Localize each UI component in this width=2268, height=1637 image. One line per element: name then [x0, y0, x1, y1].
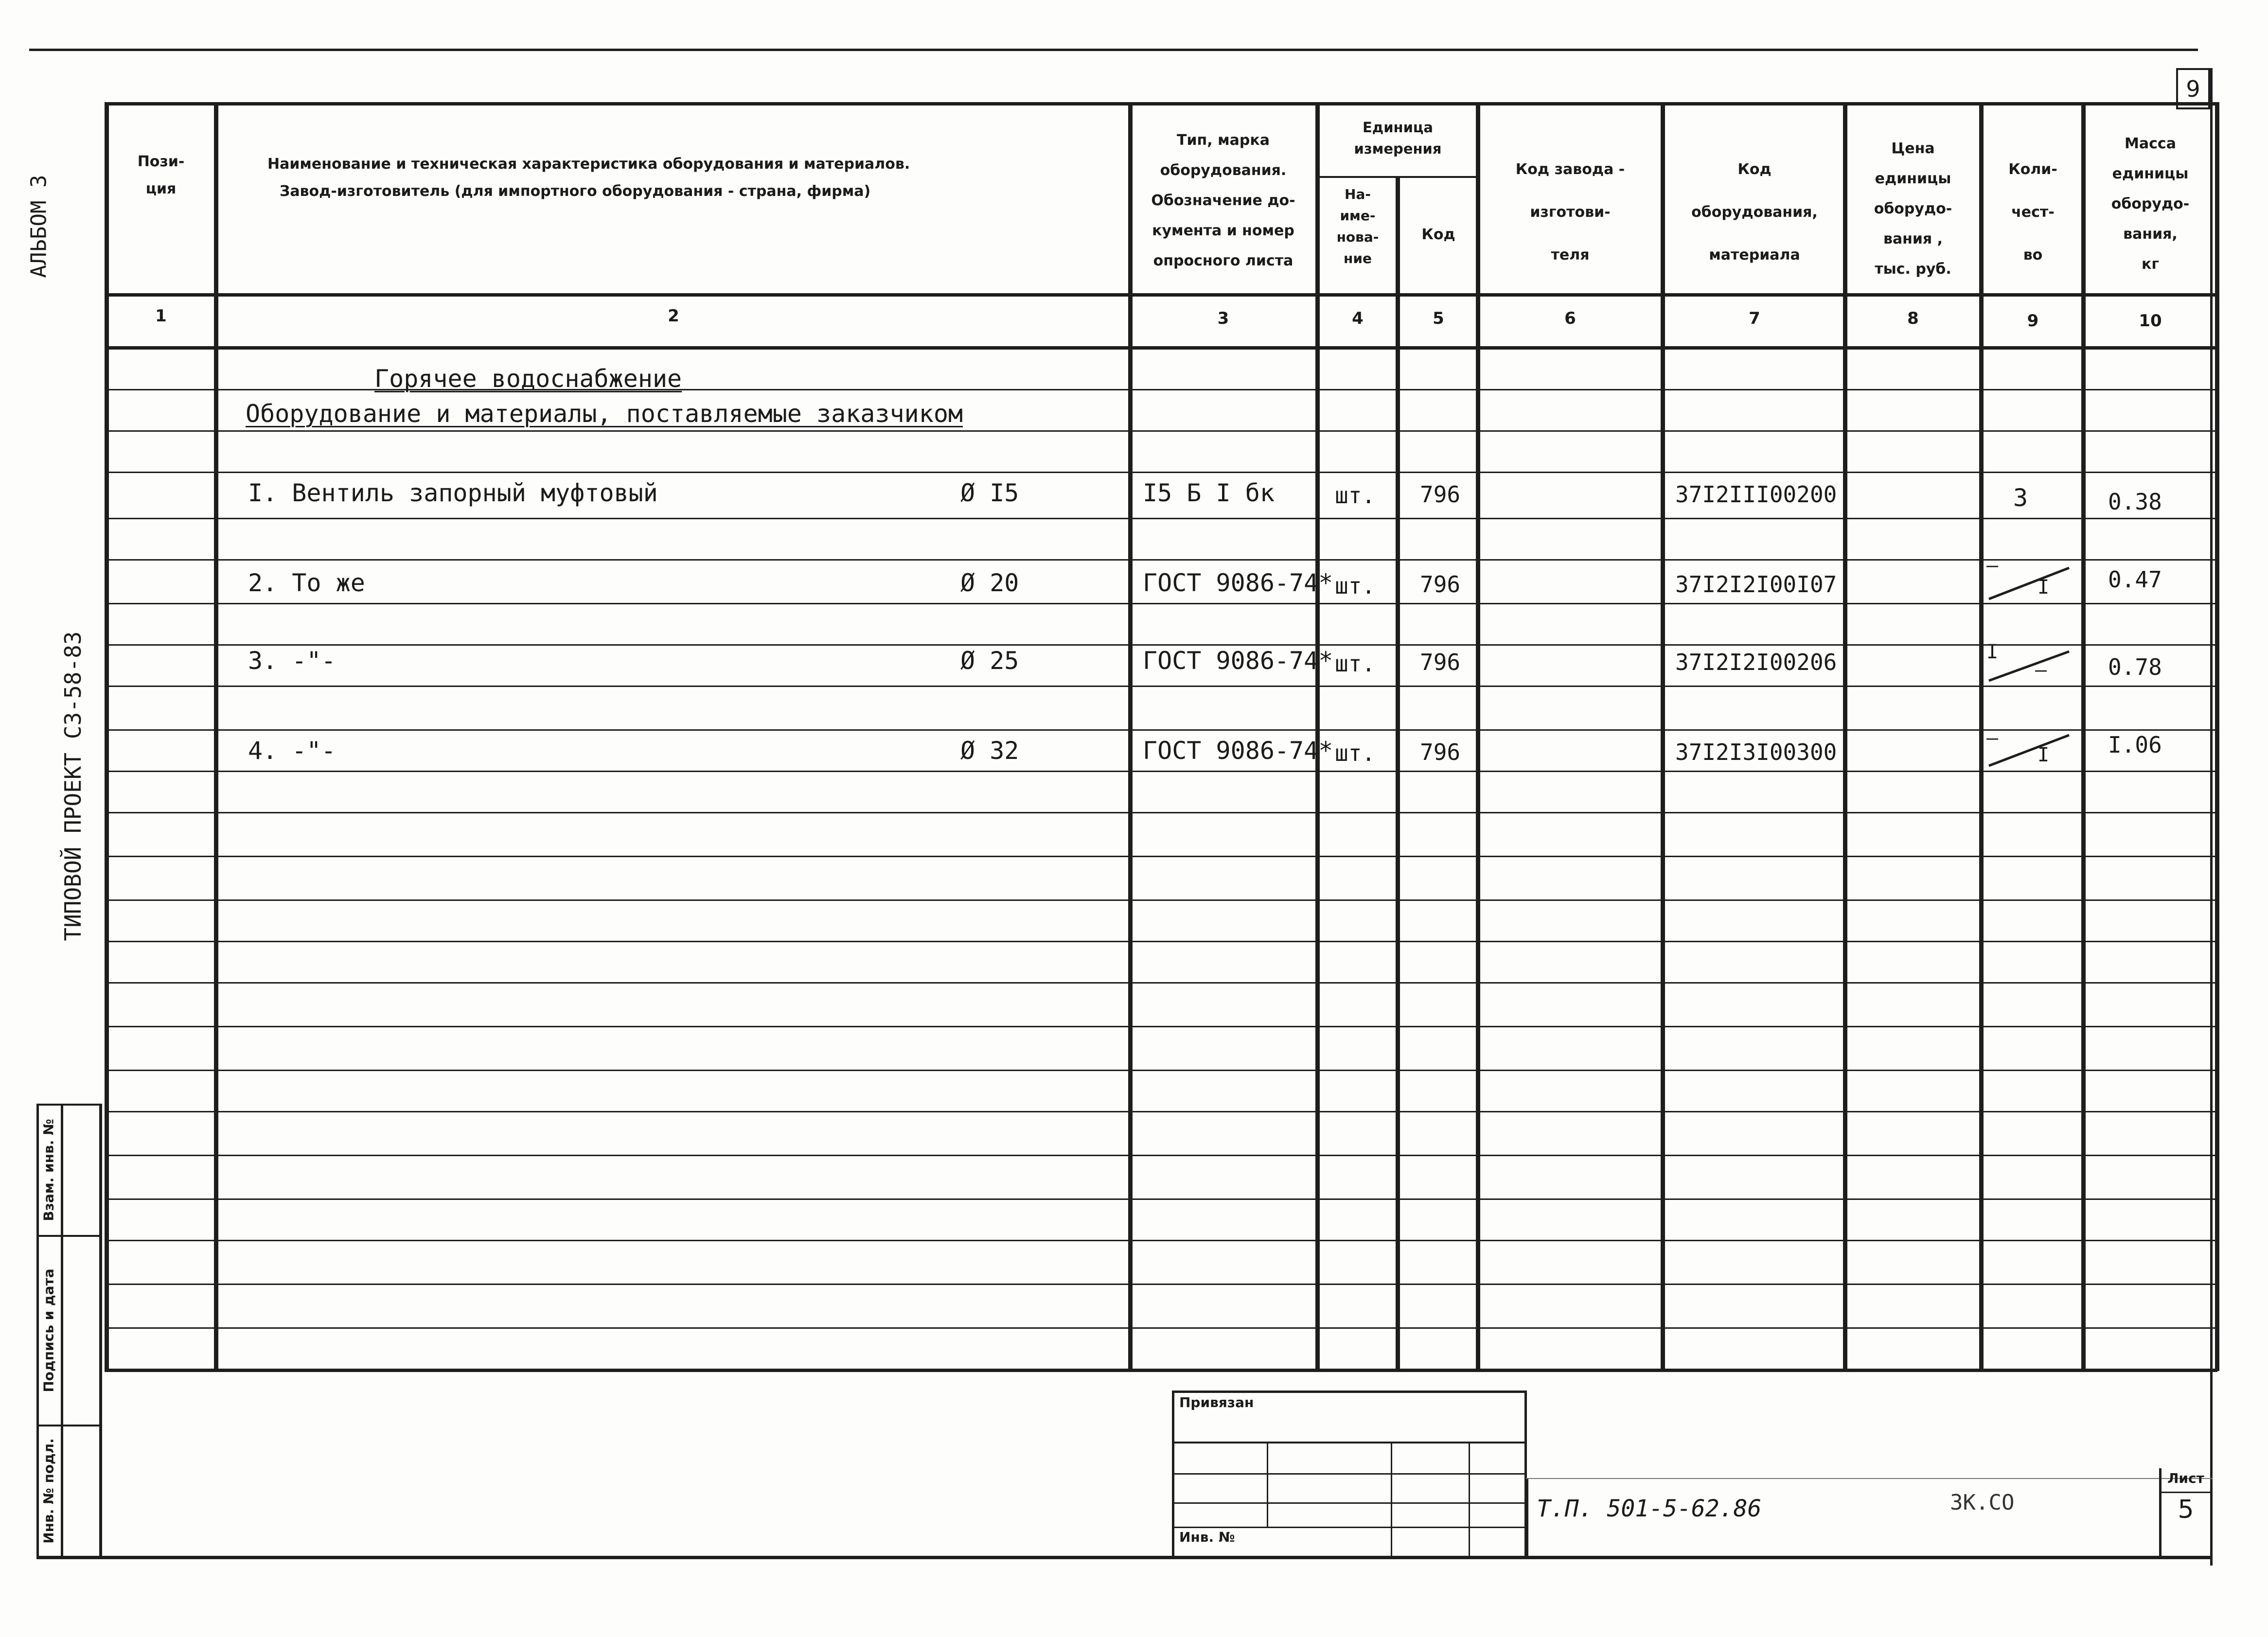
item-diameter: Ø I5 — [960, 479, 1019, 507]
header-factory-code — [1480, 148, 1661, 277]
binding-col — [1469, 1442, 1470, 1556]
header-quantity-line: чест- — [2011, 204, 2055, 221]
row-line — [105, 941, 2217, 942]
col-number: 10 — [2139, 311, 2162, 331]
row-line — [105, 771, 2217, 772]
item-unit-code: 796 — [1420, 649, 1461, 675]
binding-line — [1172, 1527, 1527, 1528]
header-unit-line: Единица — [1363, 119, 1433, 136]
col-line — [105, 102, 109, 1371]
item-equipment-code: 37I2I2I00206 — [1675, 649, 1837, 675]
header-equipment-line: материала — [1709, 246, 1800, 264]
section-title: Горячее водоснабжение — [374, 365, 682, 393]
document-code: Т.П. 501-5-62.86 — [1537, 1495, 1762, 1522]
item-name: 4. -"- — [248, 737, 336, 765]
fraction-slash — [1989, 651, 2069, 681]
col-line — [1396, 176, 1400, 1371]
header-factory-line: Код завода - — [1515, 161, 1625, 178]
row-line — [105, 899, 2217, 901]
privyazan-label: Привязан — [1179, 1394, 1254, 1410]
item-quantity: 3 — [2013, 484, 2028, 512]
item-equipment-code: 37I2I3I00300 — [1675, 739, 1837, 765]
header-mass-line: оборудо- — [2111, 195, 2190, 212]
item-quantity-bottom: – — [2035, 659, 2047, 681]
item-name: 3. -"- — [248, 647, 336, 675]
fraction-slash — [1989, 568, 2069, 599]
row-line — [105, 982, 2217, 984]
header-bottom — [105, 293, 2217, 297]
item-quantity-bottom: I — [2038, 744, 2050, 766]
fraction-slash — [1989, 735, 2069, 766]
header-quantity — [1983, 148, 2083, 277]
header-equipment-code — [1665, 148, 1844, 277]
stamp-inv-podl: Инв. № подл. — [40, 1438, 57, 1544]
row-line — [105, 472, 2217, 473]
col-number: 7 — [1749, 309, 1760, 328]
binding-line — [1172, 1502, 1527, 1504]
header-mass-line: Масса — [2125, 135, 2176, 152]
header-mass-line: единицы — [2112, 165, 2189, 182]
header-unit-name-line: На- — [1345, 186, 1371, 202]
item-mass: 0.78 — [2108, 654, 2162, 680]
item-equipment-code: 37I2III00200 — [1675, 481, 1837, 508]
header-type — [1132, 125, 1314, 276]
item-name: I. Вентиль запорный муфтовый — [248, 479, 658, 507]
header-price — [1847, 134, 1979, 284]
row-line — [105, 729, 2217, 731]
item-mass: I.06 — [2108, 732, 2162, 758]
item-diameter: Ø 25 — [960, 647, 1019, 675]
item-mass: 0.38 — [2108, 489, 2162, 515]
col-line — [1843, 102, 1847, 1371]
binding-col — [1267, 1442, 1268, 1527]
item-mass: 0.47 — [2108, 566, 2162, 593]
header-price-line: вания , — [1883, 230, 1943, 247]
item-type: I5 Б I бк — [1143, 479, 1275, 507]
header-unit-group — [1319, 117, 1477, 159]
item-quantity-top: – — [1986, 554, 1999, 577]
binding-line — [1172, 1442, 1527, 1443]
item-diameter: Ø 20 — [960, 569, 1019, 597]
inv-number-label: Инв. № — [1179, 1529, 1235, 1545]
header-quantity-line: во — [2023, 246, 2043, 264]
header-equipment-line: оборудования, — [1691, 204, 1818, 221]
header-unit-name-line: име- — [1340, 208, 1376, 224]
outer-frame-bottom — [36, 1556, 2210, 1559]
quantity-fraction-slash-4 — [1979, 724, 2081, 783]
section-subtitle: Оборудование и материалы, поставляемые заказчиком — [246, 400, 963, 428]
header-mass — [2085, 129, 2215, 280]
header-position-line: Пози- — [137, 153, 185, 170]
col-line — [2081, 102, 2086, 1371]
col-number: 4 — [1352, 309, 1364, 328]
header-price-line: Цена — [1891, 140, 1935, 157]
col-line — [1661, 102, 1665, 1371]
row-line — [105, 1198, 2217, 1200]
outer-frame-right — [2210, 68, 2213, 1566]
row-line — [105, 644, 2217, 646]
col-line — [214, 102, 218, 1371]
header-mass-line: вания, — [2123, 226, 2178, 243]
page-number: 9 — [2176, 68, 2210, 109]
row-line — [105, 1026, 2217, 1027]
header-factory-line: теля — [1551, 246, 1590, 264]
table-top — [105, 102, 2217, 106]
item-equipment-code: 37I2I2I00I07 — [1675, 571, 1837, 598]
header-type-line: Тип, марка — [1177, 132, 1270, 149]
col-number: 1 — [155, 306, 167, 326]
header-unit-line: измерения — [1354, 141, 1442, 157]
row-line — [105, 518, 2217, 519]
item-unit-code: 796 — [1420, 739, 1461, 765]
col-number: 3 — [1217, 309, 1229, 328]
item-unit: шт. — [1335, 482, 1376, 509]
stamp-line — [61, 1104, 63, 1558]
row-line — [105, 1240, 2217, 1241]
item-quantity-top: I — [1986, 641, 1999, 663]
sheet-label: Лист — [2167, 1470, 2204, 1486]
header-position-line: ция — [145, 180, 177, 197]
col-number: 6 — [1564, 309, 1576, 328]
header-name-line2: Завод-изготовитель (для импортного оборудования - страна, фирма) — [280, 183, 871, 200]
row-line — [105, 1284, 2217, 1285]
col-number: 9 — [2027, 311, 2039, 331]
section-code: ЗК.СО — [1950, 1490, 2015, 1515]
item-unit: шт. — [1335, 573, 1376, 599]
item-quantity-bottom: I — [2038, 576, 2050, 598]
binding-line — [1172, 1473, 1527, 1475]
header-type-line: оборудования. — [1160, 162, 1287, 179]
item-diameter: Ø 32 — [960, 737, 1019, 765]
header-type-line: Обозначение до- — [1151, 192, 1295, 209]
header-mass-line: кг — [2141, 256, 2160, 273]
row-line — [105, 1327, 2217, 1329]
header-quantity-line: Коли- — [2008, 161, 2057, 178]
project-label: ТИПОВОЙ ПРОЕКТ С3-58-83 — [60, 631, 86, 941]
table-bottom — [105, 1369, 2217, 1372]
item-type: ГОСТ 9086-74* — [1143, 647, 1333, 675]
header-equipment-line: Код — [1737, 161, 1772, 178]
outer-frame-top — [29, 49, 2198, 51]
col-line — [1128, 102, 1133, 1371]
col-number: 8 — [1907, 309, 1919, 328]
quantity-fraction-slashes — [1979, 559, 2081, 720]
binding-col — [1391, 1442, 1392, 1556]
header-price-line: оборудо- — [1874, 200, 1952, 217]
header-factory-line: изготови- — [1530, 204, 1611, 221]
stamp-vzam-inv: Взам. инв. № — [40, 1119, 57, 1221]
header-type-line: кумента и номер — [1152, 222, 1294, 239]
row-line — [105, 686, 2217, 687]
item-type: ГОСТ 9086-74* — [1143, 569, 1333, 597]
item-unit-code: 796 — [1420, 481, 1461, 508]
row-line — [105, 1070, 2217, 1071]
item-type: ГОСТ 9086-74* — [1143, 737, 1333, 765]
sheet-line — [2159, 1492, 2210, 1493]
row-line — [105, 812, 2217, 813]
stamp-signature-date: Подпись и дата — [40, 1268, 57, 1392]
item-unit: шт. — [1335, 651, 1376, 677]
header-unit-name-line: нова- — [1336, 229, 1379, 245]
item-name: 2. То же — [248, 569, 365, 597]
title-divider — [1526, 1478, 1528, 1558]
header-type-line: опросного листа — [1153, 252, 1293, 269]
row-line — [105, 1111, 2217, 1112]
header-price-line: тыс. руб. — [1875, 261, 1951, 278]
header-price-line: единицы — [1875, 170, 1951, 187]
numbers-bottom — [105, 346, 2217, 350]
item-unit: шт. — [1335, 740, 1376, 766]
album-label: АЛЬБОМ 3 — [26, 175, 52, 278]
item-quantity-top: – — [1986, 727, 1999, 749]
header-unit-name — [1319, 184, 1397, 269]
row-line — [105, 1155, 2217, 1156]
header-name — [219, 151, 1128, 205]
header-unit-name-line: ние — [1344, 250, 1372, 266]
sheet-number: 5 — [2178, 1495, 2194, 1524]
header-unit-code: Код — [1421, 226, 1455, 243]
title-top-line — [1526, 1478, 2213, 1479]
col-line — [2215, 102, 2219, 1371]
item-unit-code: 796 — [1420, 571, 1461, 598]
row-line — [105, 856, 2217, 857]
row-line — [105, 430, 2217, 432]
col-line — [1476, 102, 1480, 1371]
col-number: 5 — [1433, 309, 1444, 328]
row-line — [105, 603, 2217, 604]
row-line — [105, 559, 2217, 561]
header-name-line1: Наименование и техническая характеристика оборудования и материалов. — [267, 156, 910, 173]
col-number: 2 — [668, 306, 679, 326]
header-position — [108, 148, 214, 203]
